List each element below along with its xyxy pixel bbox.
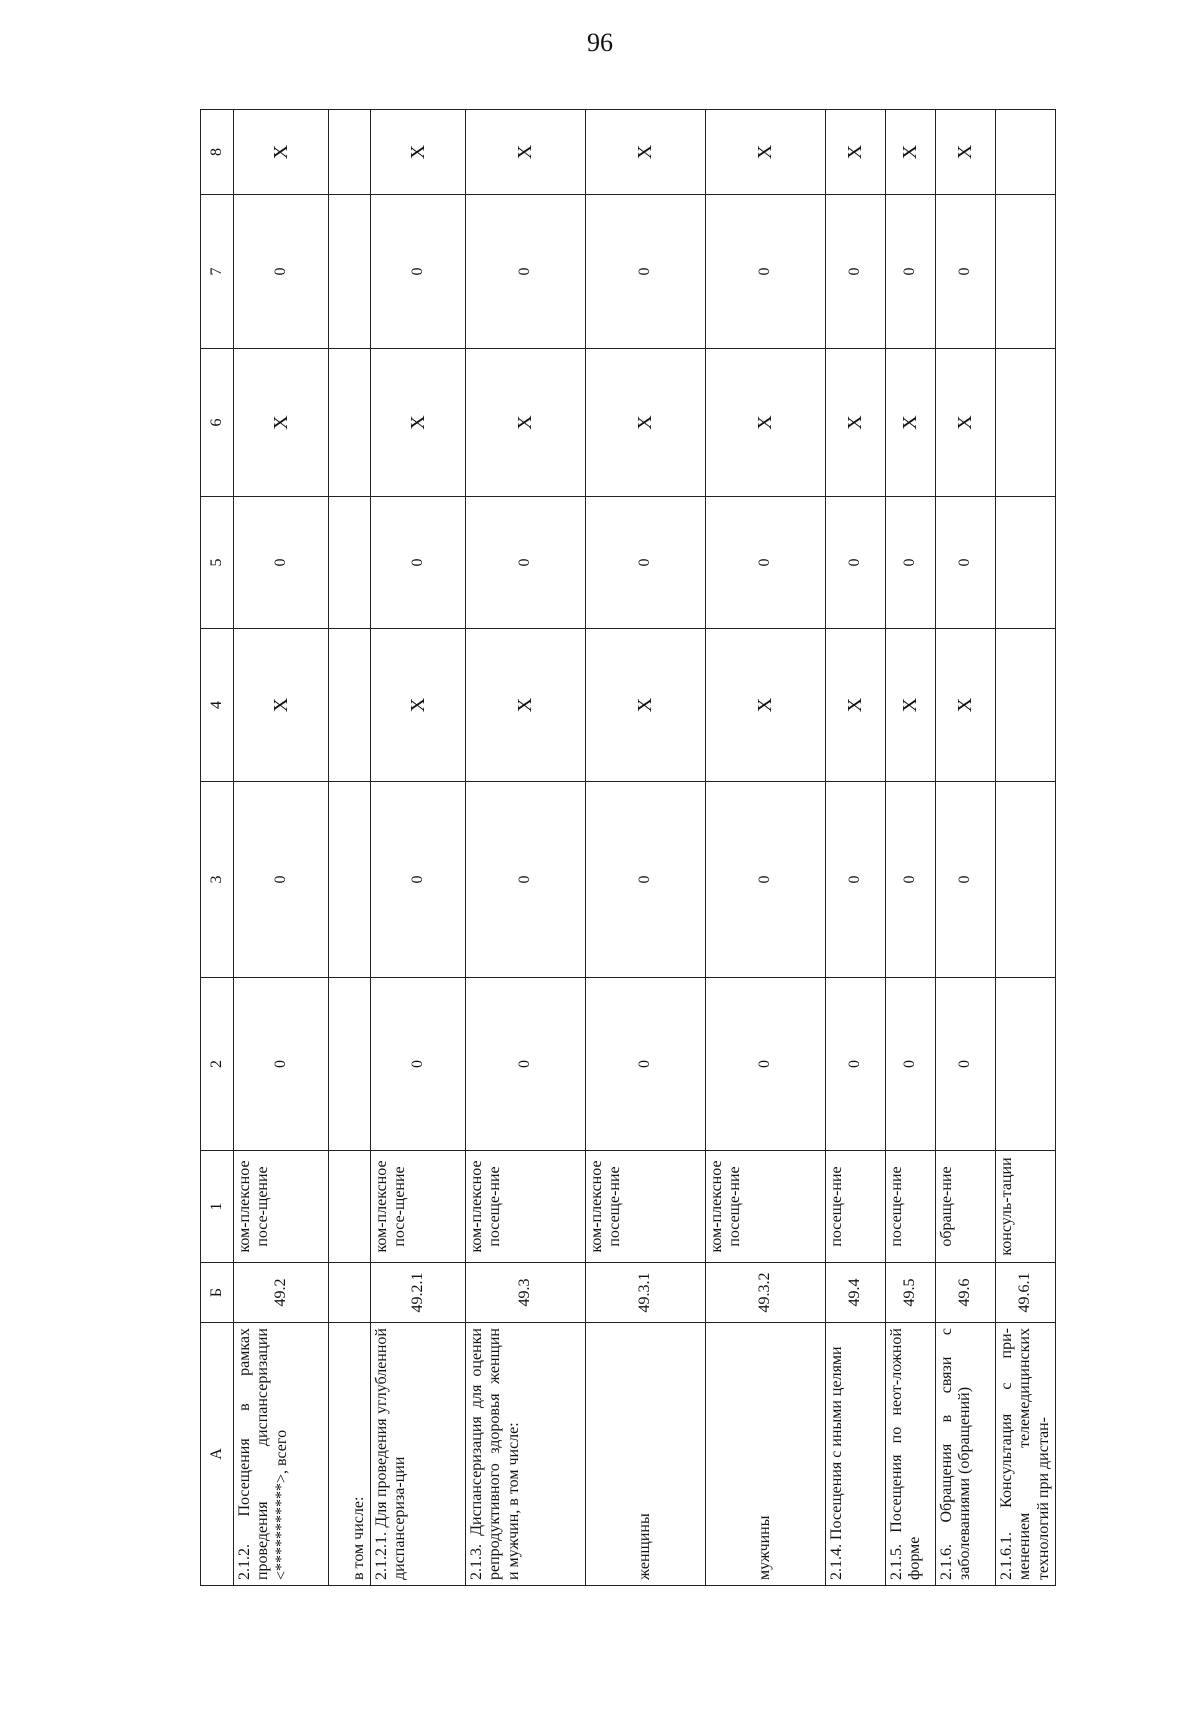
cell-col-5: 0 [234, 497, 329, 629]
row-code: 49.6 [936, 1263, 996, 1323]
header-cell-4: 4 [201, 629, 234, 782]
cell-col-5: 0 [706, 497, 826, 629]
row-code [329, 1263, 371, 1323]
row-code: 49.4 [826, 1263, 886, 1323]
row-name: в том числе: [329, 1323, 371, 1586]
cell-col-2 [329, 978, 371, 1151]
cell-col-8: Х [586, 110, 706, 195]
cell-col-8: Х [371, 110, 466, 195]
row-code: 49.3.1 [586, 1263, 706, 1323]
cell-col-6: Х [936, 349, 996, 497]
cell-col-6: Х [706, 349, 826, 497]
table-row [886, 110, 936, 1586]
cell-col-3: 0 [886, 782, 936, 978]
cell-col-7: 0 [706, 195, 826, 349]
cell-col-4: Х [826, 629, 886, 782]
cell-col-8 [996, 110, 1056, 195]
cell-col-3: 0 [586, 782, 706, 978]
cell-col-5: 0 [886, 497, 936, 629]
header-cell-3: 3 [201, 782, 234, 978]
cell-col-6 [329, 349, 371, 497]
cell-col-7: 0 [886, 195, 936, 349]
row-name: мужчины [706, 1323, 826, 1586]
header-cell-5: 5 [201, 497, 234, 629]
row-code: 49.2 [234, 1263, 329, 1323]
cell-col-2: 0 [371, 978, 466, 1151]
table-row [234, 110, 329, 1586]
cell-col-2: 0 [706, 978, 826, 1151]
row-name: 2.1.4. Посещения с иными целями [826, 1323, 886, 1586]
cell-col-4 [329, 629, 371, 782]
cell-col-2: 0 [826, 978, 886, 1151]
header-cell-a: А [201, 1323, 234, 1586]
row-code: 49.2.1 [371, 1263, 466, 1323]
row-name: 2.1.6.1. Консультация с при-менением телемедицинских технологий при дистан- [996, 1323, 1056, 1586]
rotated-table-container [200, 110, 1052, 1586]
header-cell-7: 7 [201, 195, 234, 349]
cell-col-4: Х [706, 629, 826, 782]
cell-col-2: 0 [234, 978, 329, 1151]
cell-col-4: Х [466, 629, 586, 782]
row-unit: ком-плексное посеще-ние [586, 1151, 706, 1263]
cell-col-3: 0 [826, 782, 886, 978]
cell-col-6: Х [586, 349, 706, 497]
row-name: 2.1.5. Посещения по неот-ложной форме [886, 1323, 936, 1586]
header-cell-2: 2 [201, 978, 234, 1151]
cell-col-8: Х [886, 110, 936, 195]
cell-col-2 [996, 978, 1056, 1151]
cell-col-4 [996, 629, 1056, 782]
cell-col-7 [329, 195, 371, 349]
cell-col-7: 0 [586, 195, 706, 349]
table-row [936, 110, 996, 1586]
row-name: 2.1.2.1. Для проведения углубленной диспансериза-ции [371, 1323, 466, 1586]
cell-col-8: Х [826, 110, 886, 195]
row-name: 2.1.2. Посещения в рамках проведения диспансеризации <***********>, всего [234, 1323, 329, 1586]
row-code: 49.5 [886, 1263, 936, 1323]
table-row [329, 110, 371, 1586]
row-code: 49.3 [466, 1263, 586, 1323]
row-unit: посеще-ние [826, 1151, 886, 1263]
row-unit [329, 1151, 371, 1263]
table-row [996, 110, 1056, 1586]
cell-col-8: Х [234, 110, 329, 195]
cell-col-4: Х [371, 629, 466, 782]
row-unit: ком-плексное посеще-ние [466, 1151, 586, 1263]
data-table [200, 109, 1056, 1586]
cell-col-5: 0 [826, 497, 886, 629]
row-code: 49.6.1 [996, 1263, 1056, 1323]
row-unit: консуль-тации [996, 1151, 1056, 1263]
row-unit: обраще-ние [936, 1151, 996, 1263]
cell-col-5 [329, 497, 371, 629]
row-code: 49.3.2 [706, 1263, 826, 1323]
table-row [826, 110, 886, 1586]
cell-col-8: Х [706, 110, 826, 195]
row-name: 2.1.3. Диспансеризация для оценки репродуктивного здоровья женщин и мужчин, в том числе: [466, 1323, 586, 1586]
cell-col-3: 0 [706, 782, 826, 978]
cell-col-3 [996, 782, 1056, 978]
table-row [466, 110, 586, 1586]
cell-col-3 [329, 782, 371, 978]
cell-col-8: Х [936, 110, 996, 195]
cell-col-5: 0 [936, 497, 996, 629]
cell-col-5: 0 [371, 497, 466, 629]
page-number: 96 [587, 28, 613, 57]
cell-col-6: Х [826, 349, 886, 497]
cell-col-2: 0 [586, 978, 706, 1151]
cell-col-4: Х [586, 629, 706, 782]
row-unit: посеще-ние [886, 1151, 936, 1263]
header-cell-6: 6 [201, 349, 234, 497]
cell-col-7 [996, 195, 1056, 349]
cell-col-6: Х [371, 349, 466, 497]
cell-col-8: Х [466, 110, 586, 195]
cell-col-6: Х [234, 349, 329, 497]
row-name: женщины [586, 1323, 706, 1586]
row-name: 2.1.6. Обращения в связи с заболеваниями (обращений) [936, 1323, 996, 1586]
header-cell-1: 1 [201, 1151, 234, 1263]
cell-col-4: Х [886, 629, 936, 782]
cell-col-7: 0 [371, 195, 466, 349]
cell-col-4: Х [936, 629, 996, 782]
cell-col-6 [996, 349, 1056, 497]
cell-col-5: 0 [466, 497, 586, 629]
table-row [706, 110, 826, 1586]
cell-col-8 [329, 110, 371, 195]
cell-col-3: 0 [234, 782, 329, 978]
cell-col-2: 0 [466, 978, 586, 1151]
cell-col-7: 0 [466, 195, 586, 349]
cell-col-3: 0 [466, 782, 586, 978]
cell-col-5 [996, 497, 1056, 629]
cell-col-6: Х [886, 349, 936, 497]
header-row [201, 110, 234, 1586]
cell-col-7: 0 [936, 195, 996, 349]
cell-col-7: 0 [234, 195, 329, 349]
row-unit: ком-плексное посе-щение [371, 1151, 466, 1263]
cell-col-2: 0 [886, 978, 936, 1151]
cell-col-3: 0 [936, 782, 996, 978]
table-row [371, 110, 466, 1586]
row-unit: ком-плексное посеще-ние [706, 1151, 826, 1263]
cell-col-2: 0 [936, 978, 996, 1151]
cell-col-5: 0 [586, 497, 706, 629]
header-cell-8: 8 [201, 110, 234, 195]
cell-col-4: Х [234, 629, 329, 782]
cell-col-6: Х [466, 349, 586, 497]
row-unit: ком-плексное посе-щение [234, 1151, 329, 1263]
header-cell-b: Б [201, 1263, 234, 1323]
cell-col-7: 0 [826, 195, 886, 349]
cell-col-3: 0 [371, 782, 466, 978]
table-row [586, 110, 706, 1586]
